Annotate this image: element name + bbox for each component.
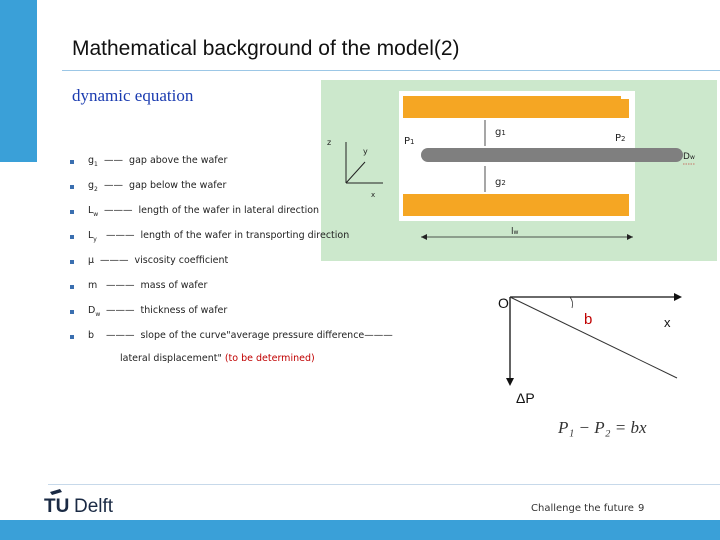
wafer xyxy=(421,148,683,162)
slope-line xyxy=(510,297,677,378)
bullet-dot xyxy=(70,185,74,189)
footer-bar xyxy=(0,520,720,540)
p1-label: P1 xyxy=(404,136,415,147)
graph-y-label: ΔP xyxy=(516,390,535,406)
x-label: x xyxy=(371,191,376,199)
lw-label: lw xyxy=(511,227,519,237)
footer-divider xyxy=(48,484,720,485)
p2-label: P2 xyxy=(615,133,626,144)
bullet-symbol: D xyxy=(88,305,96,316)
bullet-text: —— gap below the wafer xyxy=(104,180,227,191)
g1-label: g1 xyxy=(495,127,506,138)
slide-title: Mathematical background of the model(2) xyxy=(72,37,460,60)
bullet-text: —— gap above the wafer xyxy=(104,155,228,166)
bullet-symbol: b xyxy=(88,330,95,341)
origin-label: O xyxy=(498,295,509,311)
tudelft-logo xyxy=(44,488,124,518)
graph-x-label: x xyxy=(664,315,671,330)
bullet-symbol: L xyxy=(88,205,94,216)
dw-label: Dw xyxy=(683,152,695,162)
title-divider xyxy=(62,70,720,71)
slope-label: b xyxy=(584,311,593,328)
accent-bar xyxy=(0,0,37,162)
page-number: 9 xyxy=(638,503,645,514)
bullet-symbol: g xyxy=(88,155,95,166)
slide-subtitle: dynamic equation xyxy=(72,86,194,105)
pressure-formula: P₁ − P₂ = bx xyxy=(558,418,647,437)
bottom-plate xyxy=(403,194,629,216)
bullet-text: ——— mass of wafer xyxy=(106,280,208,291)
footer-tagline: Challenge the future xyxy=(531,503,634,514)
bullet-symbol: μ xyxy=(88,255,95,266)
bullet-dot xyxy=(70,335,74,339)
pressure-displacement-graph xyxy=(490,290,690,410)
wafer-diagram xyxy=(321,80,717,261)
bullet-dot xyxy=(70,310,74,314)
bullet-dot xyxy=(70,210,74,214)
continuation-text: lateral displacement" xyxy=(120,353,222,364)
bullet-dot xyxy=(70,285,74,289)
logo-delft: Delft xyxy=(74,496,114,517)
bullet-text: ——— length of the wafer in transporting direction xyxy=(106,230,350,241)
bullet-text: ——— length of the wafer in lateral direction xyxy=(104,205,320,216)
bullet-dot xyxy=(70,235,74,239)
bullet-symbol: L xyxy=(88,230,94,241)
bullet-symbol: m xyxy=(88,280,98,291)
bullet-text: ——— viscosity coefficient xyxy=(100,255,229,266)
bullet-dot xyxy=(70,260,74,264)
bullet-symbol: g xyxy=(88,180,95,191)
y-label: y xyxy=(363,147,368,156)
bullet-dot xyxy=(70,160,74,164)
bullet-continuation xyxy=(120,353,315,364)
to-be-determined-note: (to be determined) xyxy=(224,353,315,364)
logo-flame-icon xyxy=(50,489,62,495)
bullet-text: ——— slope of the curve"average pressure difference——— xyxy=(106,330,393,341)
z-label: z xyxy=(327,138,332,147)
g2-label: g2 xyxy=(495,177,506,188)
top-plate xyxy=(403,96,629,118)
logo-tu: TU xyxy=(44,496,70,517)
bullet-text: ——— thickness of wafer xyxy=(106,305,228,316)
